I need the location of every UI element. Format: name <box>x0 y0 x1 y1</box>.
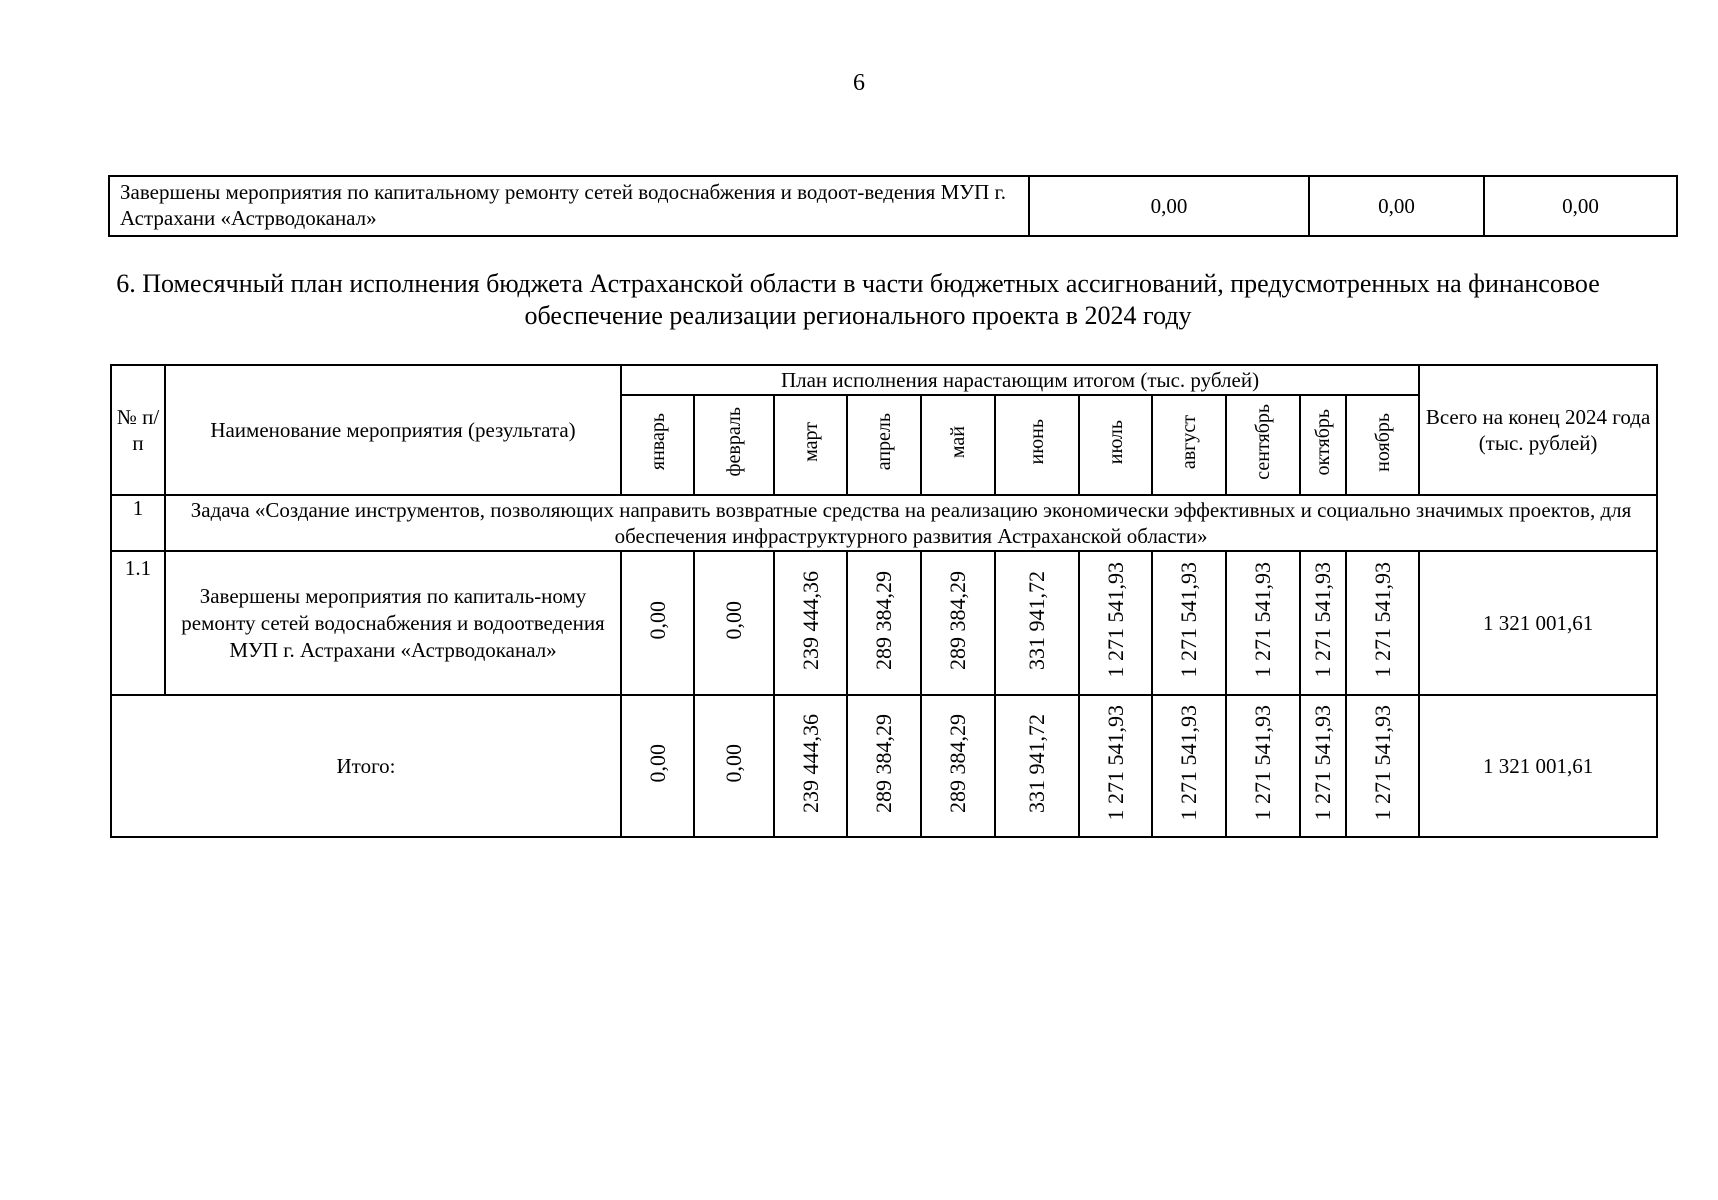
total-month-value-text: 1 271 541,93 <box>1102 705 1128 821</box>
month-value-text: 0,00 <box>721 600 746 640</box>
task-number: 1 <box>111 495 165 551</box>
task-row <box>111 495 1657 551</box>
continuation-value: 0,00 <box>1309 176 1484 236</box>
month-value-text: 1 271 541,93 <box>1102 562 1128 678</box>
month-label: ноябрь <box>1371 412 1394 472</box>
month-label: апрель <box>873 413 895 471</box>
month-value <box>774 551 847 695</box>
month-label: июнь <box>1026 419 1048 465</box>
total-month-value-text: 1 271 541,93 <box>1310 705 1335 821</box>
month-header <box>694 395 774 495</box>
month-value-text: 1 271 541,93 <box>1310 562 1335 678</box>
header-number: № п/п <box>111 365 165 495</box>
month-value <box>847 551 921 695</box>
month-value-text: 0,00 <box>644 600 670 640</box>
month-header <box>1226 395 1300 495</box>
continuation-row <box>109 176 1677 236</box>
table-row <box>111 551 1657 695</box>
grand-total: 1 321 001,61 <box>1419 695 1657 837</box>
continuation-row-name: Завершены мероприятия по капитальному ремонту сетей водоснабжения и водоот-ведения МУП г. Астрахани «Астрводоканал» <box>109 176 1029 236</box>
month-value-text: 289 384,29 <box>945 570 970 670</box>
header-row-1 <box>111 365 1657 395</box>
month-label: май <box>947 425 969 459</box>
task-text: Задача «Создание инструментов, позволяющих направить возвратные средства на реализацию экономически эффективных и социально значимых проектов, для обеспечения инфраструктурного развития Астраханской области» <box>165 495 1657 551</box>
page-number: 6 <box>853 70 865 96</box>
month-label: июль <box>1104 419 1127 465</box>
month-header <box>1152 395 1226 495</box>
item-total: 1 321 001,61 <box>1419 551 1657 695</box>
month-value-text: 1 271 541,93 <box>1250 562 1275 678</box>
total-month-value-text: 1 271 541,93 <box>1176 705 1201 821</box>
month-value <box>1226 551 1300 695</box>
total-month-value <box>621 695 694 837</box>
item-number: 1.1 <box>111 551 165 695</box>
month-value <box>621 551 694 695</box>
month-label: март <box>799 422 822 462</box>
total-month-value-text: 0,00 <box>644 743 670 783</box>
month-header <box>1300 395 1346 495</box>
month-header <box>847 395 921 495</box>
budget-plan-table <box>110 364 1658 838</box>
total-month-value <box>774 695 847 837</box>
month-header <box>1079 395 1152 495</box>
total-month-value <box>921 695 995 837</box>
month-value <box>995 551 1079 695</box>
total-month-value <box>694 695 774 837</box>
total-month-value-text: 289 384,29 <box>871 713 896 813</box>
month-header <box>621 395 694 495</box>
month-label: август <box>1178 414 1200 470</box>
month-header <box>1346 395 1419 495</box>
continuation-value: 0,00 <box>1029 176 1309 236</box>
total-month-value-text: 289 384,29 <box>945 713 970 813</box>
total-month-value-text: 0,00 <box>721 743 746 783</box>
total-month-value-text: 239 444,36 <box>797 713 823 813</box>
month-header <box>995 395 1079 495</box>
header-name: Наименование мероприятия (результата) <box>165 365 621 495</box>
month-value <box>1079 551 1152 695</box>
total-month-value <box>1152 695 1226 837</box>
header-plan: План исполнения нарастающим итогом (тыс. рублей) <box>621 365 1419 395</box>
month-value <box>1300 551 1346 695</box>
month-value-text: 239 444,36 <box>797 570 823 670</box>
header-total: Всего на конец 2024 года (тыс. рублей) <box>1419 365 1657 495</box>
month-value <box>921 551 995 695</box>
month-header <box>921 395 995 495</box>
month-label: январь <box>646 413 669 471</box>
continuation-table <box>108 175 1678 237</box>
total-month-value <box>1300 695 1346 837</box>
total-month-value-text: 331 941,72 <box>1024 713 1049 813</box>
total-month-value <box>1346 695 1419 837</box>
total-month-value <box>995 695 1079 837</box>
month-value <box>1152 551 1226 695</box>
month-label: октябрь <box>1312 408 1334 476</box>
month-value-text: 1 271 541,93 <box>1369 562 1395 678</box>
month-value-text: 331 941,72 <box>1024 570 1049 670</box>
month-header <box>774 395 847 495</box>
month-label: сентябрь <box>1252 404 1274 480</box>
month-value-text: 289 384,29 <box>871 570 896 670</box>
total-month-value <box>1226 695 1300 837</box>
total-label: Итого: <box>111 695 621 837</box>
month-value <box>694 551 774 695</box>
section-title: 6. Помесячный план исполнения бюджета Астраханской области в части бюджетных ассигнований, предусмотренных на финансовое обеспечение реализации регионального проекта в 2024 году <box>116 269 1600 330</box>
month-value <box>1346 551 1419 695</box>
total-month-value <box>847 695 921 837</box>
total-month-value-text: 1 271 541,93 <box>1250 705 1275 821</box>
total-month-value-text: 1 271 541,93 <box>1369 705 1395 821</box>
item-name: Завершены мероприятия по капиталь-ному ремонту сетей водоснабжения и водоотведения МУП г. Астрахани «Астрводоканал» <box>165 551 621 695</box>
continuation-value: 0,00 <box>1484 176 1677 236</box>
month-value-text: 1 271 541,93 <box>1176 562 1201 678</box>
total-row <box>111 695 1657 837</box>
month-label: февраль <box>723 407 745 477</box>
total-month-value <box>1079 695 1152 837</box>
